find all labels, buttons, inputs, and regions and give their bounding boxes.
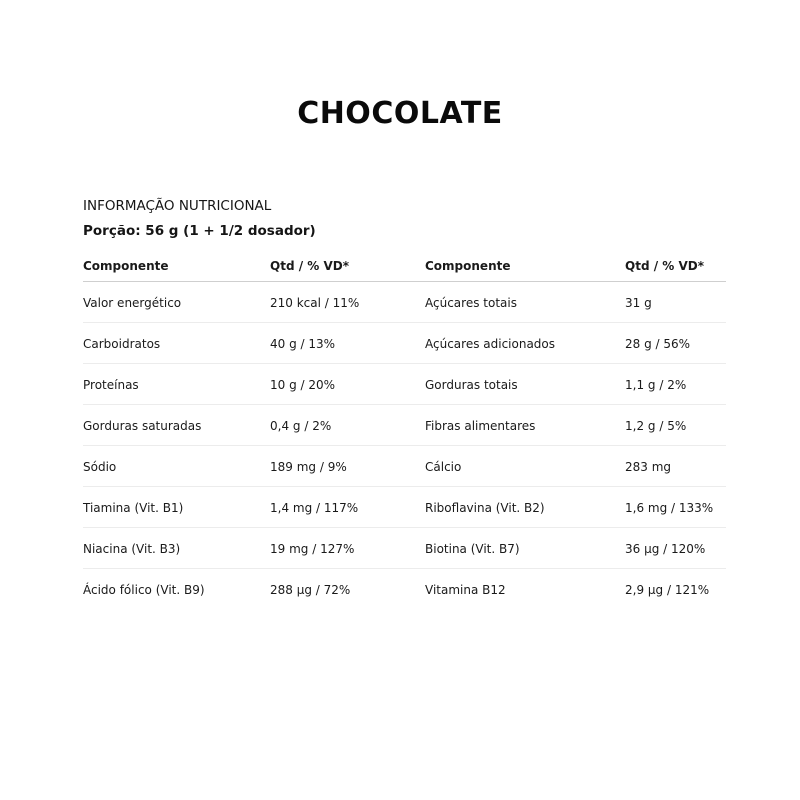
nutrient-value: 283 mg (625, 460, 672, 474)
nutrient-value: 288 µg / 72% (270, 583, 351, 597)
nutrient-value: 0,4 g / 2% (270, 419, 332, 433)
nutrient-value: 1,6 mg / 133% (625, 501, 714, 515)
nutrient-value: 1,4 mg / 117% (270, 501, 359, 515)
nutrition-heading: INFORMAÇÃO NUTRICIONAL (83, 198, 272, 214)
table-row (83, 364, 726, 405)
nutrient-name: Sódio (83, 460, 117, 474)
table-row (83, 282, 726, 323)
nutrient-name: Tiamina (Vit. B1) (83, 501, 184, 515)
nutrient-value: 36 µg / 120% (625, 542, 706, 556)
header-component-right: Componente (425, 259, 511, 273)
nutrient-value: 10 g / 20% (270, 378, 336, 392)
portion-size: Porção: 56 g (1 + 1/2 dosador) (83, 223, 316, 239)
header-amount-left: Qtd / % VD* (270, 259, 349, 273)
nutrient-name: Gorduras saturadas (83, 419, 202, 433)
table-row (83, 487, 726, 528)
nutrient-value: 2,9 µg / 121% (625, 583, 710, 597)
nutrient-name: Fibras alimentares (425, 419, 536, 433)
nutrient-name: Açúcares totais (425, 296, 517, 310)
nutrient-name: Açúcares adicionados (425, 337, 556, 351)
nutrient-name: Niacina (Vit. B3) (83, 542, 181, 556)
header-amount-right: Qtd / % VD* (625, 259, 704, 273)
nutrient-value: 210 kcal / 11% (270, 296, 360, 310)
nutrient-value: 1,1 g / 2% (625, 378, 687, 392)
table-header-row (83, 250, 726, 282)
nutrient-value: 28 g / 56% (625, 337, 691, 351)
nutrient-value: 19 mg / 127% (270, 542, 355, 556)
nutrient-name: Gorduras totais (425, 378, 518, 392)
nutrient-value: 31 g (625, 296, 652, 310)
nutrient-name: Ácido fólico (Vit. B9) (83, 583, 205, 597)
nutrient-name: Biotina (Vit. B7) (425, 542, 520, 556)
header-component-left: Componente (83, 259, 169, 273)
nutrient-name: Valor energético (83, 296, 182, 310)
nutrient-name: Riboflavina (Vit. B2) (425, 501, 545, 515)
nutrient-name: Carboidratos (83, 337, 161, 351)
table-row (83, 528, 726, 569)
nutrient-value: 1,2 g / 5% (625, 419, 687, 433)
table-row (83, 569, 726, 609)
nutrient-name: Vitamina B12 (425, 583, 506, 597)
nutrient-name: Cálcio (425, 460, 462, 474)
table-row (83, 323, 726, 364)
nutrient-name: Proteínas (83, 378, 139, 392)
nutrient-value: 189 mg / 9% (270, 460, 347, 474)
table-row (83, 405, 726, 446)
nutrition-table (83, 250, 726, 609)
page-title: CHOCOLATE (297, 96, 503, 131)
nutrient-value: 40 g / 13% (270, 337, 336, 351)
table-row (83, 446, 726, 487)
